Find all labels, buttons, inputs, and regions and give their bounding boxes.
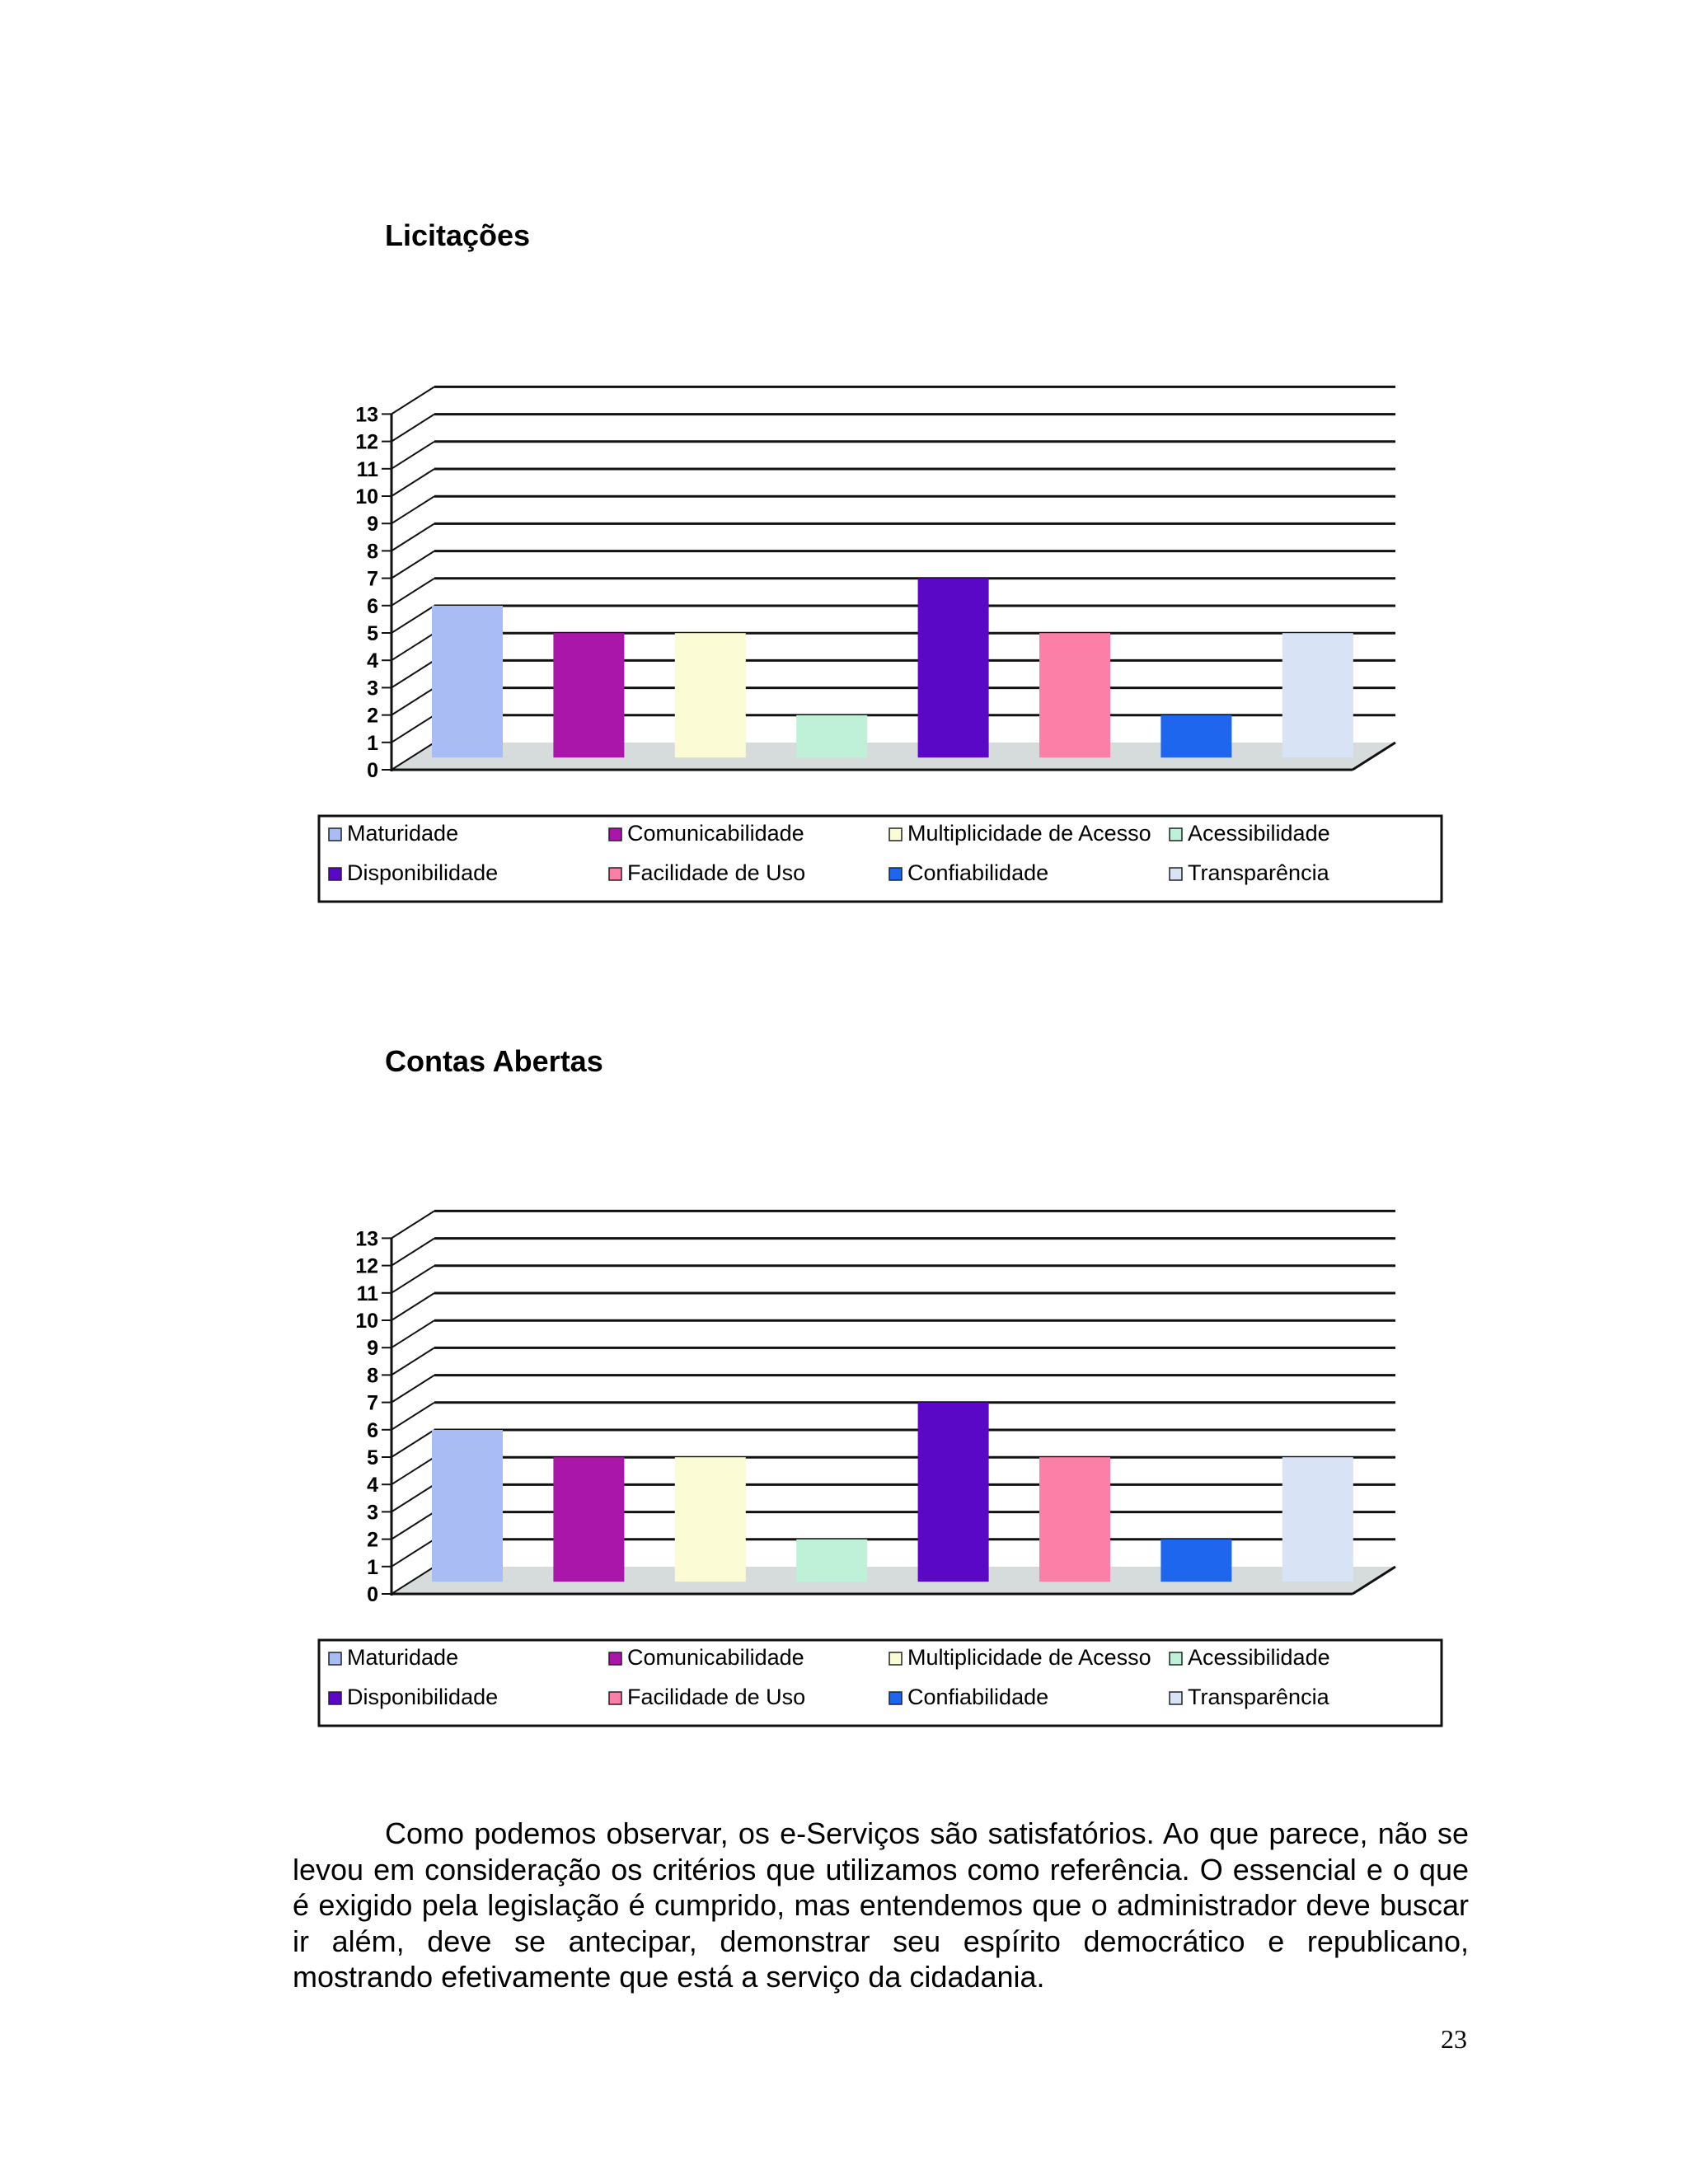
gridline-side xyxy=(392,1293,434,1320)
bar-facilidade-de-uso xyxy=(1039,1457,1110,1582)
y-tick-label: 0 xyxy=(367,759,378,782)
y-tick-label: 4 xyxy=(367,649,378,673)
legend-swatch-maturidade xyxy=(329,1652,341,1665)
bar-multiplicidade-de-acesso xyxy=(675,1457,746,1582)
legend-label-multiplicidade-de-acesso: Multiplicidade de Acesso xyxy=(907,821,1151,846)
gridline-side xyxy=(392,1211,434,1238)
y-tick-label: 4 xyxy=(367,1474,378,1497)
legend-label-confiabilidade: Confiabilidade xyxy=(907,1685,1049,1709)
y-tick-label: 3 xyxy=(367,677,378,701)
y-tick-label: 2 xyxy=(367,704,378,728)
chart-title-licitacoes: Licitações xyxy=(385,218,531,252)
bar-disponibilidade xyxy=(918,1403,989,1582)
y-tick-label: 1 xyxy=(367,1555,378,1579)
legend-label-maturidade: Maturidade xyxy=(347,821,459,846)
y-tick-label: 5 xyxy=(367,1446,378,1469)
bar-transparencia xyxy=(1282,1457,1353,1582)
y-tick-label: 12 xyxy=(355,430,378,454)
gridline-side xyxy=(392,1430,434,1457)
y-tick-label: 10 xyxy=(355,485,378,509)
y-tick-label: 10 xyxy=(355,1310,378,1333)
y-tick-label: 5 xyxy=(367,622,378,645)
gridline-side xyxy=(392,1540,434,1567)
legend-swatch-transparencia xyxy=(1170,1692,1182,1704)
legend-swatch-confiabilidade xyxy=(889,1692,902,1704)
gridline-side xyxy=(392,1512,434,1540)
legend-label-maturidade: Maturidade xyxy=(347,1645,459,1670)
legend-label-acessibilidade: Acessibilidade xyxy=(1188,1645,1330,1670)
gridline-side xyxy=(392,1266,434,1293)
legend-swatch-comunicabilidade xyxy=(609,1652,621,1665)
bar-maturidade xyxy=(432,1430,503,1582)
legend-label-facilidade-de-uso: Facilidade de Uso xyxy=(627,1685,806,1709)
legend-swatch-multiplicidade-de-acesso xyxy=(889,1652,902,1665)
y-tick-label: 0 xyxy=(367,1583,378,1606)
y-tick-label: 12 xyxy=(355,1254,378,1278)
body-paragraph: Como podemos observar, os e-Serviços são satisfatórios. Ao que parece, não se levou em consideração os critérios que utilizamos como referência. O essencial e o que é exigido pela legislação é cumprido, mas entendemos que o administrador deve buscar ir além, deve se antecipar, demonstrar seu espírito democrático e republicano, mostrando efetivamente que está a serviço da cidadania. xyxy=(293,1816,1469,1994)
gridline-side xyxy=(392,1347,434,1375)
gridline-side xyxy=(392,1239,434,1266)
y-tick-label: 3 xyxy=(367,1501,378,1525)
chart-title-contas-abertas: Contas Abertas xyxy=(385,1044,603,1078)
gridline-side xyxy=(392,1376,434,1403)
y-tick-label: 9 xyxy=(367,513,378,537)
y-tick-label: 6 xyxy=(367,594,378,618)
legend-label-comunicabilidade: Comunicabilidade xyxy=(627,1645,804,1670)
page-number: 23 xyxy=(1441,2024,1467,2054)
legend-swatch-disponibilidade xyxy=(329,1692,341,1704)
y-tick-label: 8 xyxy=(367,1364,378,1388)
bar-confiabilidade xyxy=(1160,1540,1231,1582)
bar-comunicabilidade xyxy=(553,1457,624,1582)
y-tick-label: 2 xyxy=(367,1528,378,1552)
bar-acessibilidade xyxy=(796,1540,867,1582)
legend-swatch-facilidade-de-uso xyxy=(609,1692,621,1704)
gridline-side xyxy=(392,1403,434,1430)
gridline-side xyxy=(392,1457,434,1484)
legend-label-confiabilidade: Confiabilidade xyxy=(907,860,1049,885)
y-tick-label: 6 xyxy=(367,1418,378,1442)
legend-label-transparencia: Transparência xyxy=(1188,1685,1329,1709)
y-tick-label: 9 xyxy=(367,1337,378,1361)
y-tick-label: 7 xyxy=(367,567,378,591)
y-tick-label: 8 xyxy=(367,540,378,564)
y-tick-label: 1 xyxy=(367,731,378,755)
legend-label-facilidade-de-uso: Facilidade de Uso xyxy=(627,860,806,885)
gridline-side xyxy=(392,1320,434,1347)
legend-swatch-acessibilidade xyxy=(1170,1652,1182,1665)
y-tick-label: 11 xyxy=(356,1282,378,1305)
legend-label-disponibilidade: Disponibilidade xyxy=(347,1685,499,1709)
legend-label-comunicabilidade: Comunicabilidade xyxy=(627,821,804,846)
y-tick-label: 13 xyxy=(355,403,378,427)
legend-label-multiplicidade-de-acesso: Multiplicidade de Acesso xyxy=(907,1645,1151,1670)
y-tick-label: 11 xyxy=(356,457,378,481)
legend-label-transparencia: Transparência xyxy=(1188,860,1329,885)
chart-floor xyxy=(392,1567,1395,1594)
gridline-side xyxy=(392,1484,434,1511)
legend-label-acessibilidade: Acessibilidade xyxy=(1188,821,1330,846)
y-tick-label: 7 xyxy=(367,1391,378,1415)
y-tick-label: 13 xyxy=(355,1227,378,1251)
legend-label-disponibilidade: Disponibilidade xyxy=(347,860,499,885)
